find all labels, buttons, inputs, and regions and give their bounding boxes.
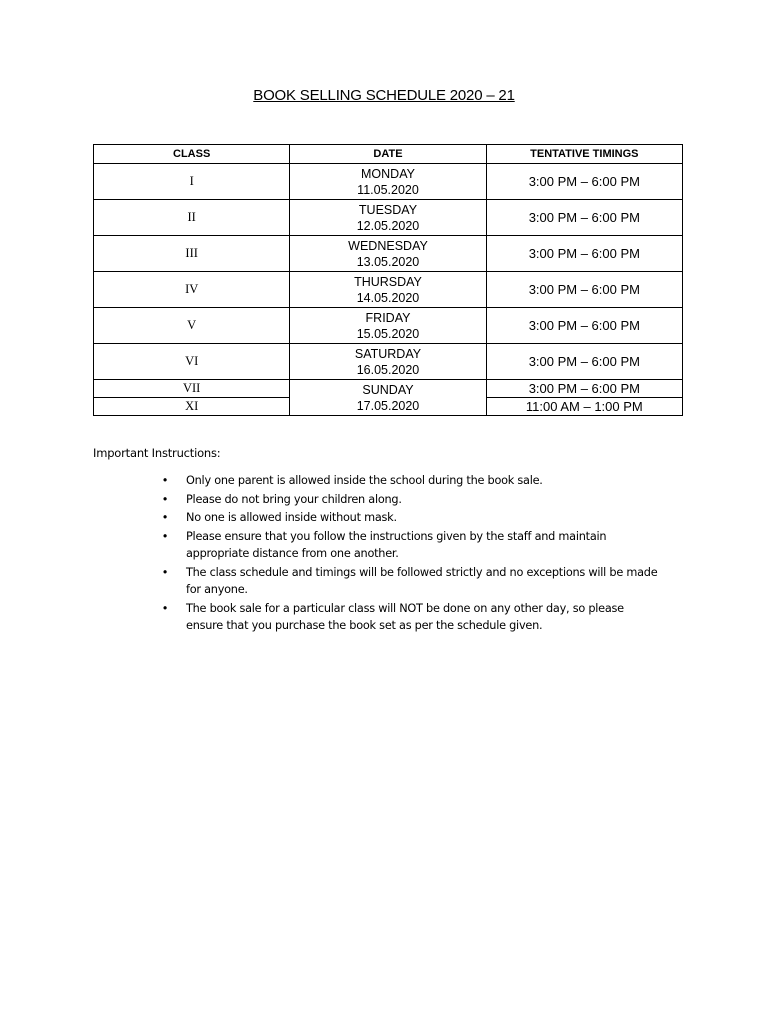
instructions-list xyxy=(160,472,660,636)
bullet-icon: • xyxy=(161,492,169,506)
table-row xyxy=(94,272,683,308)
date-cell xyxy=(290,236,486,272)
date-cell xyxy=(290,380,486,416)
class-cell: III xyxy=(94,236,290,272)
list-item xyxy=(160,509,660,527)
header-date: DATE xyxy=(290,145,486,164)
instruction-text: Please ensure that you follow the instructions given by the staff and maintain appropriate distance from one another. xyxy=(186,529,607,560)
table-row xyxy=(94,164,683,200)
timing-cell: 11:00 AM – 1:00 PM xyxy=(486,398,682,416)
table-header-row xyxy=(94,145,683,164)
schedule-table xyxy=(93,144,683,416)
date-value: 14.05.2020 xyxy=(356,290,420,305)
header-class: CLASS xyxy=(94,145,290,164)
class-cell: VI xyxy=(94,344,290,380)
date-value: 15.05.2020 xyxy=(356,326,420,341)
instruction-text: No one is allowed inside without mask. xyxy=(186,511,397,524)
class-cell: I xyxy=(94,164,290,200)
bullet-icon: • xyxy=(161,474,169,487)
date-value: 12.05.2020 xyxy=(356,218,420,233)
table-row xyxy=(94,200,683,236)
timing-cell: 3:00 PM – 6:00 PM xyxy=(486,344,682,380)
bullet-icon: • xyxy=(161,529,169,543)
date-value: 17.05.2020 xyxy=(356,398,420,413)
class-cell: VII xyxy=(94,380,290,398)
date-cell xyxy=(290,344,486,380)
instructions-heading: Important Instructions: xyxy=(93,446,221,460)
day-name: FRIDAY xyxy=(365,310,411,325)
date-cell xyxy=(290,200,486,236)
date-value: 16.05.2020 xyxy=(356,362,420,377)
timing-cell: 3:00 PM – 6:00 PM xyxy=(486,164,682,200)
timing-cell: 3:00 PM – 6:00 PM xyxy=(486,236,682,272)
date-cell xyxy=(290,272,486,308)
instruction-text: Please do not bring your children along. xyxy=(186,492,402,506)
list-item xyxy=(160,472,660,490)
table-row xyxy=(94,236,683,272)
day-name: MONDAY xyxy=(361,166,415,181)
date-value: 11.05.2020 xyxy=(357,182,419,197)
class-cell: II xyxy=(94,200,290,236)
list-item xyxy=(160,564,660,599)
bullet-icon: • xyxy=(161,601,169,615)
document-title: BOOK SELLING SCHEDULE 2020 – 21 xyxy=(253,87,515,104)
table-row xyxy=(94,308,683,344)
header-timing: TENTATIVE TIMINGS xyxy=(486,145,682,164)
bullet-icon: • xyxy=(161,565,169,579)
date-value: 13.05.2020 xyxy=(356,254,420,269)
date-cell xyxy=(290,308,486,344)
list-item xyxy=(160,491,660,509)
table-row xyxy=(94,380,683,398)
instruction-text: Only one parent is allowed inside the school during the book sale. xyxy=(186,474,543,487)
day-name: TUESDAY xyxy=(358,202,418,217)
bullet-icon: • xyxy=(161,511,169,524)
timing-cell: 3:00 PM – 6:00 PM xyxy=(486,200,682,236)
class-cell: XI xyxy=(94,398,290,416)
day-name: SUNDAY xyxy=(362,382,414,397)
class-cell: IV xyxy=(94,272,290,308)
timing-cell: 3:00 PM – 6:00 PM xyxy=(486,272,682,308)
table-row xyxy=(94,344,683,380)
day-name: SATURDAY xyxy=(354,346,422,361)
timing-cell: 3:00 PM – 6:00 PM xyxy=(486,308,682,344)
list-item xyxy=(160,600,660,635)
date-cell xyxy=(290,164,486,200)
instruction-text: The class schedule and timings will be followed strictly and no exceptions will be made for anyone. xyxy=(186,565,658,596)
list-item xyxy=(160,528,660,563)
instruction-text: The book sale for a particular class will NOT be done on any other day, so please ensure that you purchase the book set as per the schedule given. xyxy=(186,601,624,632)
day-name: WEDNESDAY xyxy=(348,238,428,253)
day-name: THURSDAY xyxy=(354,274,422,289)
class-cell: V xyxy=(94,308,290,344)
timing-cell: 3:00 PM – 6:00 PM xyxy=(486,380,682,398)
